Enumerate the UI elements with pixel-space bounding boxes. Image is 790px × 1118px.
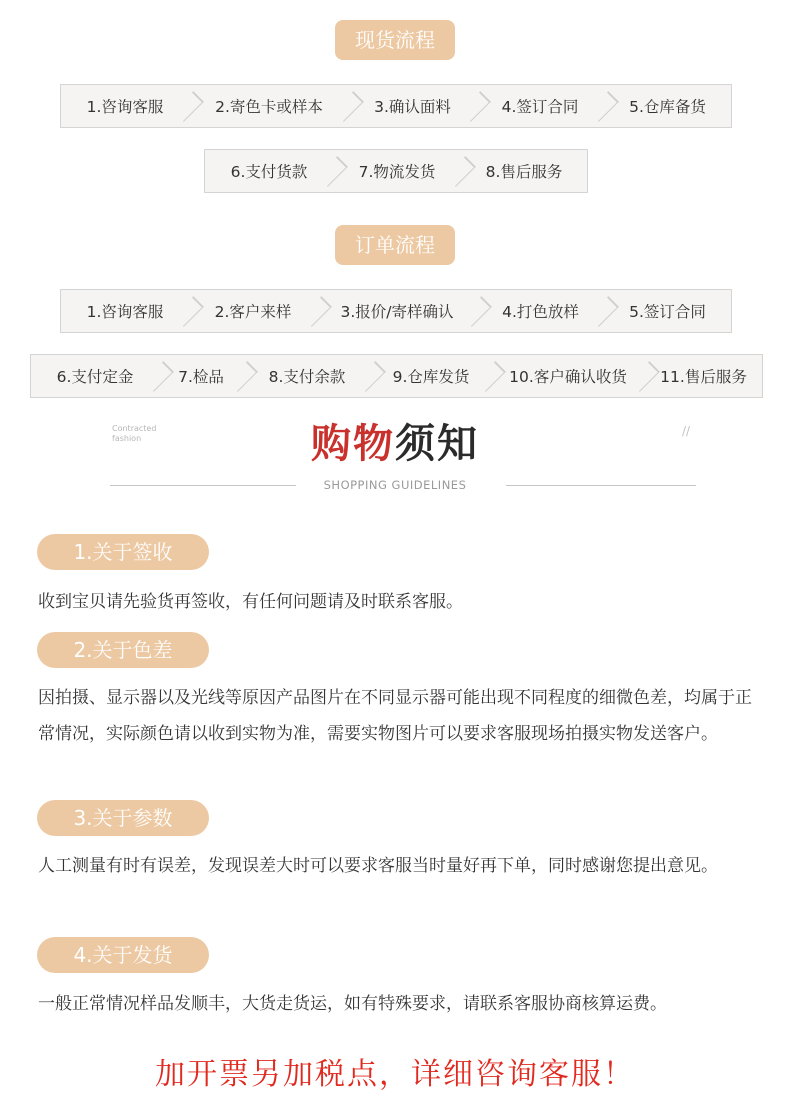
spot-flow-row-1 [60, 84, 732, 128]
section-text-parameters: 人工测量有时有误差，发现误差大时可以要求客服当时量好再下单，同时感谢您提出意见。 [38, 856, 718, 876]
flow-step: 6.支付定金 [31, 355, 159, 397]
order-flow-row-1 [60, 289, 732, 333]
flow-step: 7.检品 [159, 355, 243, 397]
section-text-signing: 收到宝贝请先验货再签收，有任何问题请及时联系客服。 [38, 592, 463, 612]
flow-step: 5.仓库备货 [629, 98, 706, 116]
section-text-shipping: 一般正常情况样品发顺丰，大货走货运，如有特殊要求，请联系客服协商核算运费。 [38, 994, 667, 1014]
decor-slash: // [682, 424, 691, 438]
order-flow-title: 订单流程 [335, 225, 455, 265]
flow-step: 3.报价/寄样确认 [317, 290, 477, 332]
flow-step: 2.寄色卡或样本 [189, 85, 349, 127]
flow-step: 1.咨询客服 [61, 85, 189, 127]
flow-step: 5.签订合同 [629, 303, 706, 321]
flow-step: 3.确认面料 [349, 85, 476, 127]
section-title-color-difference: 2.关于色差 [37, 632, 209, 668]
section-title-signing: 1.关于签收 [37, 534, 209, 570]
section-title-parameters: 3.关于参数 [37, 800, 209, 836]
section-title-shipping: 4.关于发货 [37, 937, 209, 973]
flow-step: 8.支付余款 [243, 355, 371, 397]
section-text-color-difference: 因拍摄、显示器以及光线等原因产品图片在不同显示器可能出现不同程度的细微色差，均属于正常情况，实际颜色请以收到实物为准，需要实物图片可以要求客服现场拍摄实物发送客户。 [38, 688, 752, 744]
flow-step: 6.支付货款 [205, 150, 333, 192]
flow-step: 7.物流发货 [333, 150, 461, 192]
flow-step: 9.仓库发货 [371, 355, 491, 397]
brand-tagline: Contracted fashion [112, 424, 157, 443]
flow-step: 2.客户来样 [189, 290, 317, 332]
flow-step: 1.咨询客服 [61, 290, 189, 332]
shopping-guidelines-title: 购物须知 [311, 421, 479, 467]
flow-step: 11.售后服务 [660, 368, 747, 386]
shopping-guidelines-subtitle: SHOPPING GUIDELINES [323, 478, 467, 492]
order-flow-row-2 [30, 354, 763, 398]
spot-flow-row-2 [204, 149, 588, 193]
invoice-notice: 加开票另加税点，详细咨询客服！ [155, 1057, 635, 1092]
flow-step: 4.打色放样 [477, 290, 604, 332]
flow-step: 10.客户确认收货 [491, 355, 645, 397]
spot-flow-title: 现货流程 [335, 20, 455, 60]
flow-step: 4.签订合同 [476, 85, 604, 127]
flow-step: 8.售后服务 [485, 163, 563, 181]
